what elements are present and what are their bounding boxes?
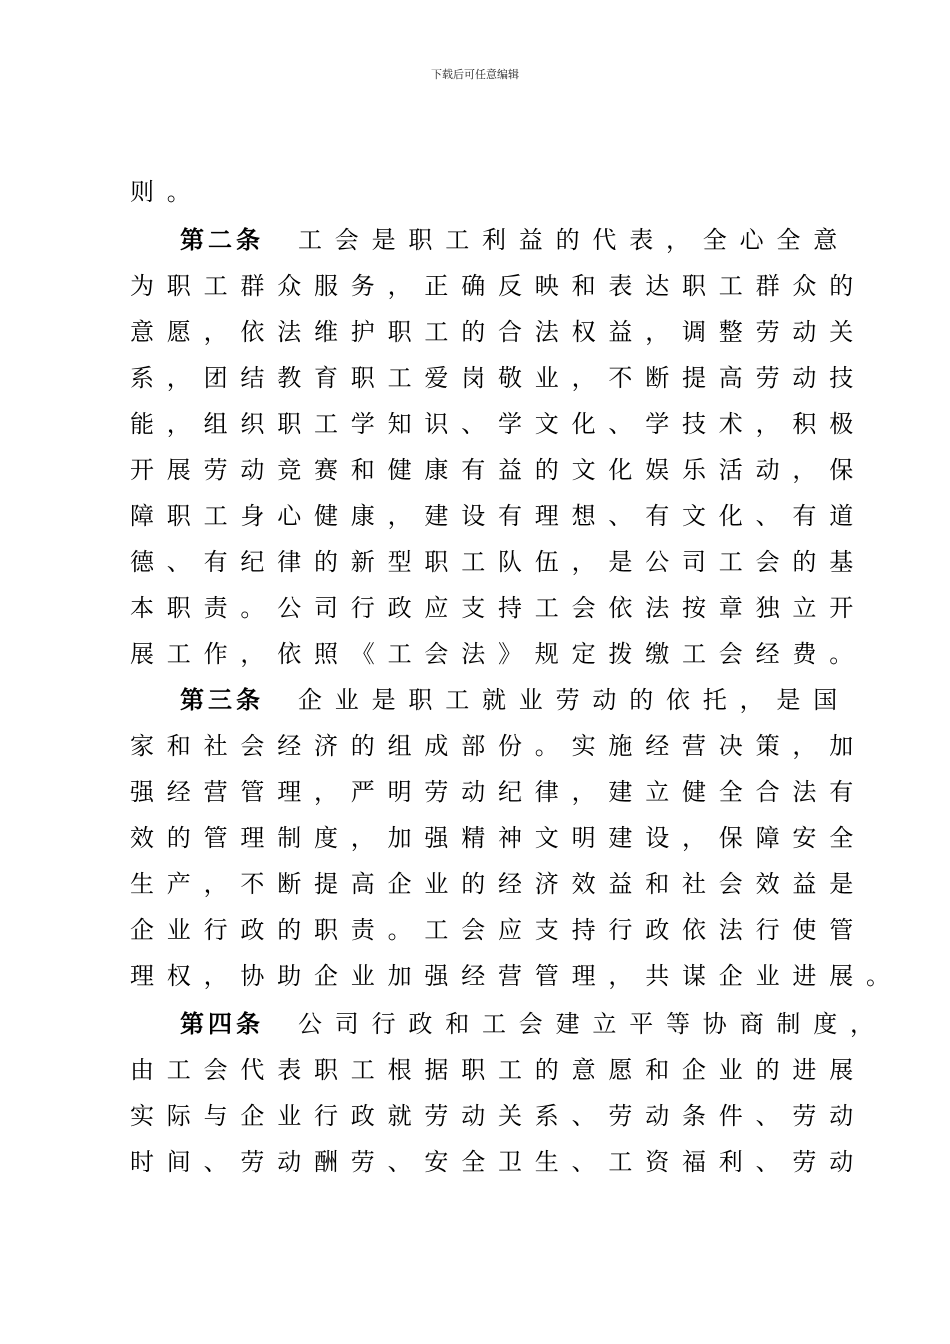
text-line [130, 266, 866, 306]
line-text: 时间、劳动酬劳、安全卫生、工资福利、劳动 [130, 1148, 866, 1176]
text-line [130, 864, 866, 904]
text-line [130, 588, 866, 628]
article-label: 第二条 [180, 226, 264, 254]
line-text: 能，组织职工学知识、学文化、学技术，积极 [130, 410, 866, 438]
text-line [130, 818, 866, 858]
line-text: 工会是职工利益的代表，全心全意 [298, 226, 850, 254]
line-text: 由工会代表职工根据职工的意愿和企业的进展 [130, 1056, 866, 1084]
line-text: 理权，协助企业加强经营管理，共谋企业进展。 [130, 962, 903, 990]
text-line [130, 450, 866, 490]
text-line [130, 1050, 866, 1090]
line-text: 为职工群众服务，正确反映和表达职工群众的 [130, 272, 866, 300]
article-label: 第四条 [180, 1010, 264, 1038]
line-text: 本职责。公司行政应支持工会依法按章独立开 [130, 594, 866, 622]
line-text: 障职工身心健康，建设有理想、有文化、有道 [130, 502, 866, 530]
page-header-note: 下载后可任意编辑 [431, 68, 519, 81]
line-text: 公司行政和工会建立平等协商制度， [298, 1010, 887, 1038]
text-line [130, 496, 866, 536]
line-text: 强经营管理，严明劳动纪律，建立健全合法有 [130, 778, 866, 806]
line-text: 展工作，依照《工会法》规定拨缴工会经费。 [130, 640, 866, 668]
line-text: 开展劳动竞赛和健康有益的文化娱乐活动，保 [130, 456, 866, 484]
line-text: 德、有纪律的新型职工队伍，是公司工会的基 [130, 548, 866, 576]
text-line [130, 404, 866, 444]
line-text: 系，团结教育职工爱岗敬业，不断提高劳动技 [130, 364, 866, 392]
line-text: 企业行政的职责。工会应支持行政依法行使管 [130, 916, 866, 944]
line-text: 实际与企业行政就劳动关系、劳动条件、劳动 [130, 1102, 866, 1130]
text-line [130, 312, 866, 352]
line-text: 意愿，依法维护职工的合法权益，调整劳动关 [130, 318, 866, 346]
text-line [130, 358, 866, 398]
article-3-heading-line [180, 680, 880, 720]
text-line [130, 172, 830, 212]
line-text: 家和社会经济的组成部份。实施经营决策，加 [130, 732, 866, 760]
text-line [130, 1096, 866, 1136]
article-label: 第三条 [180, 686, 264, 714]
line-text: 企业是职工就业劳动的依托，是国 [298, 686, 850, 714]
text-line [130, 910, 866, 950]
text-line [130, 634, 866, 674]
line-text: 效的管理制度，加强精神文明建设，保障安全 [130, 824, 866, 852]
text-line [130, 956, 903, 996]
line-text: 则。 [130, 178, 204, 206]
text-line [130, 726, 866, 766]
article-4-heading-line [180, 1004, 887, 1044]
article-2-heading-line [180, 220, 880, 260]
text-line [130, 542, 866, 582]
text-line [130, 1142, 866, 1182]
line-text: 生产，不断提高企业的经济效益和社会效益是 [130, 870, 866, 898]
text-line [130, 772, 866, 812]
